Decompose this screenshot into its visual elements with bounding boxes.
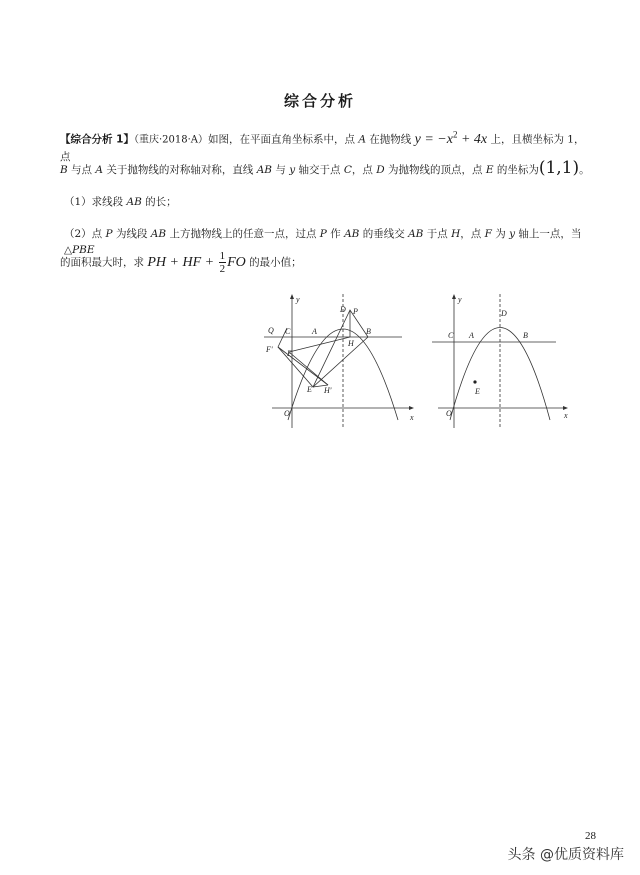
text-segment: 的坐标为 [493, 164, 539, 176]
x-axis-arrow [409, 406, 414, 410]
text-segment: 与点 [67, 164, 96, 176]
label-p: P [353, 307, 358, 316]
label-f-prime: F' [266, 345, 273, 354]
figure-2-svg [428, 290, 578, 432]
label-c: C [285, 327, 291, 336]
var-pbe: PBE [72, 244, 95, 256]
question-1 [64, 194, 594, 210]
var-e: E [485, 164, 494, 176]
label-b: B [366, 327, 371, 336]
label-d: D [340, 305, 346, 314]
equation-exponent: 2 [452, 129, 458, 139]
var-ab: AB [150, 228, 167, 240]
problem-tag: 【综合分析 1】 [60, 133, 134, 146]
text-segment: （2）点 [64, 228, 106, 240]
text-segment: 的长； [141, 196, 177, 208]
label-c: C [448, 331, 454, 340]
figure-1 [262, 290, 422, 436]
expression-part-b: FO [227, 254, 246, 270]
text-segment: 关于抛物线的对称轴对称，直线 [103, 164, 257, 176]
var-p: P [105, 228, 113, 240]
label-a: A [312, 327, 317, 336]
figure-1-svg [262, 290, 422, 432]
question-2-line-2 [60, 250, 590, 275]
page-number: 28 [585, 830, 596, 842]
text-segment: 的最小值； [245, 256, 302, 269]
expression-part-a: PH + HF + [147, 254, 218, 270]
text-segment: ，点 [351, 164, 377, 176]
text-segment: 上，且横坐标为 1，点 [60, 133, 585, 163]
var-a: A [358, 133, 366, 146]
text-segment: 作 [326, 228, 345, 240]
label-x: x [410, 413, 414, 422]
watermark: 头条 @优质资料库 [507, 847, 624, 863]
text-segment: 轴交于点 [295, 164, 344, 176]
coordinate-e: (1,1) [538, 158, 580, 178]
text-segment: 的垂线交 [359, 228, 409, 240]
var-ab: AB [256, 164, 272, 176]
var-p: P [319, 228, 327, 240]
var-b: B [60, 164, 68, 176]
fraction-numerator: 1 [219, 250, 226, 262]
label-e: E [475, 387, 480, 396]
parabola-equation [414, 129, 488, 147]
var-ab: AB [408, 228, 424, 240]
var-y: y [509, 228, 515, 240]
page-title: 综合分析 [283, 92, 356, 110]
label-e: E [307, 385, 312, 394]
label-y: y [458, 295, 462, 304]
label-q: Q [268, 326, 274, 335]
point-e [473, 380, 476, 383]
label-x: x [564, 411, 568, 420]
segment-hf [289, 337, 350, 352]
var-ab: AB [126, 196, 142, 208]
var-d: D [376, 164, 385, 176]
var-h: H [451, 228, 461, 240]
label-h: H [348, 339, 354, 348]
label-o: O [446, 409, 452, 418]
segment-f-prime [278, 347, 328, 385]
var-a: A [95, 164, 103, 176]
var-ab: AB [344, 228, 360, 240]
text-segment: 上方抛物线上的任意一点，过点 [166, 228, 320, 240]
text-segment: 轴上一点，当△ [64, 228, 582, 256]
expression [147, 250, 246, 275]
text-segment: （1）求线段 [64, 196, 127, 208]
label-h-prime: H' [324, 386, 332, 395]
problem-line-1 [60, 126, 590, 165]
label-y: y [296, 295, 300, 304]
text-segment: 为线段 [112, 228, 151, 240]
equation-head: y = −x [414, 131, 453, 147]
text-segment: 与 [272, 164, 290, 176]
y-axis-arrow [452, 294, 456, 299]
label-o: O [284, 409, 290, 418]
text-segment: 的面积最大时，求 [60, 256, 148, 269]
fraction-one-half [219, 250, 227, 275]
label-b: B [523, 331, 528, 340]
x-axis-arrow [563, 406, 568, 410]
text-segment: 如图，在平面直角坐标系中，点 [208, 133, 359, 146]
label-d: D [501, 309, 507, 318]
text-segment: 为抛物线的顶点，点 [384, 164, 486, 176]
label-f: F [287, 349, 292, 358]
text-segment: ，点 [460, 228, 485, 240]
var-c: C [343, 164, 352, 176]
equation-tail: + 4x [457, 131, 488, 147]
fraction-denominator: 2 [219, 263, 226, 275]
var-y: y [289, 164, 296, 176]
text-segment: 。 [579, 164, 590, 176]
text-segment: 为 [491, 228, 510, 240]
problem-line-2 [60, 160, 590, 178]
label-a: A [469, 331, 474, 340]
figure-2 [428, 290, 578, 436]
var-f: F [484, 228, 492, 240]
text-segment: 在抛物线 [365, 133, 415, 146]
y-axis-arrow [290, 294, 294, 299]
problem-source: （重庆·2018·A） [133, 134, 208, 146]
text-segment: 于点 [423, 228, 452, 240]
